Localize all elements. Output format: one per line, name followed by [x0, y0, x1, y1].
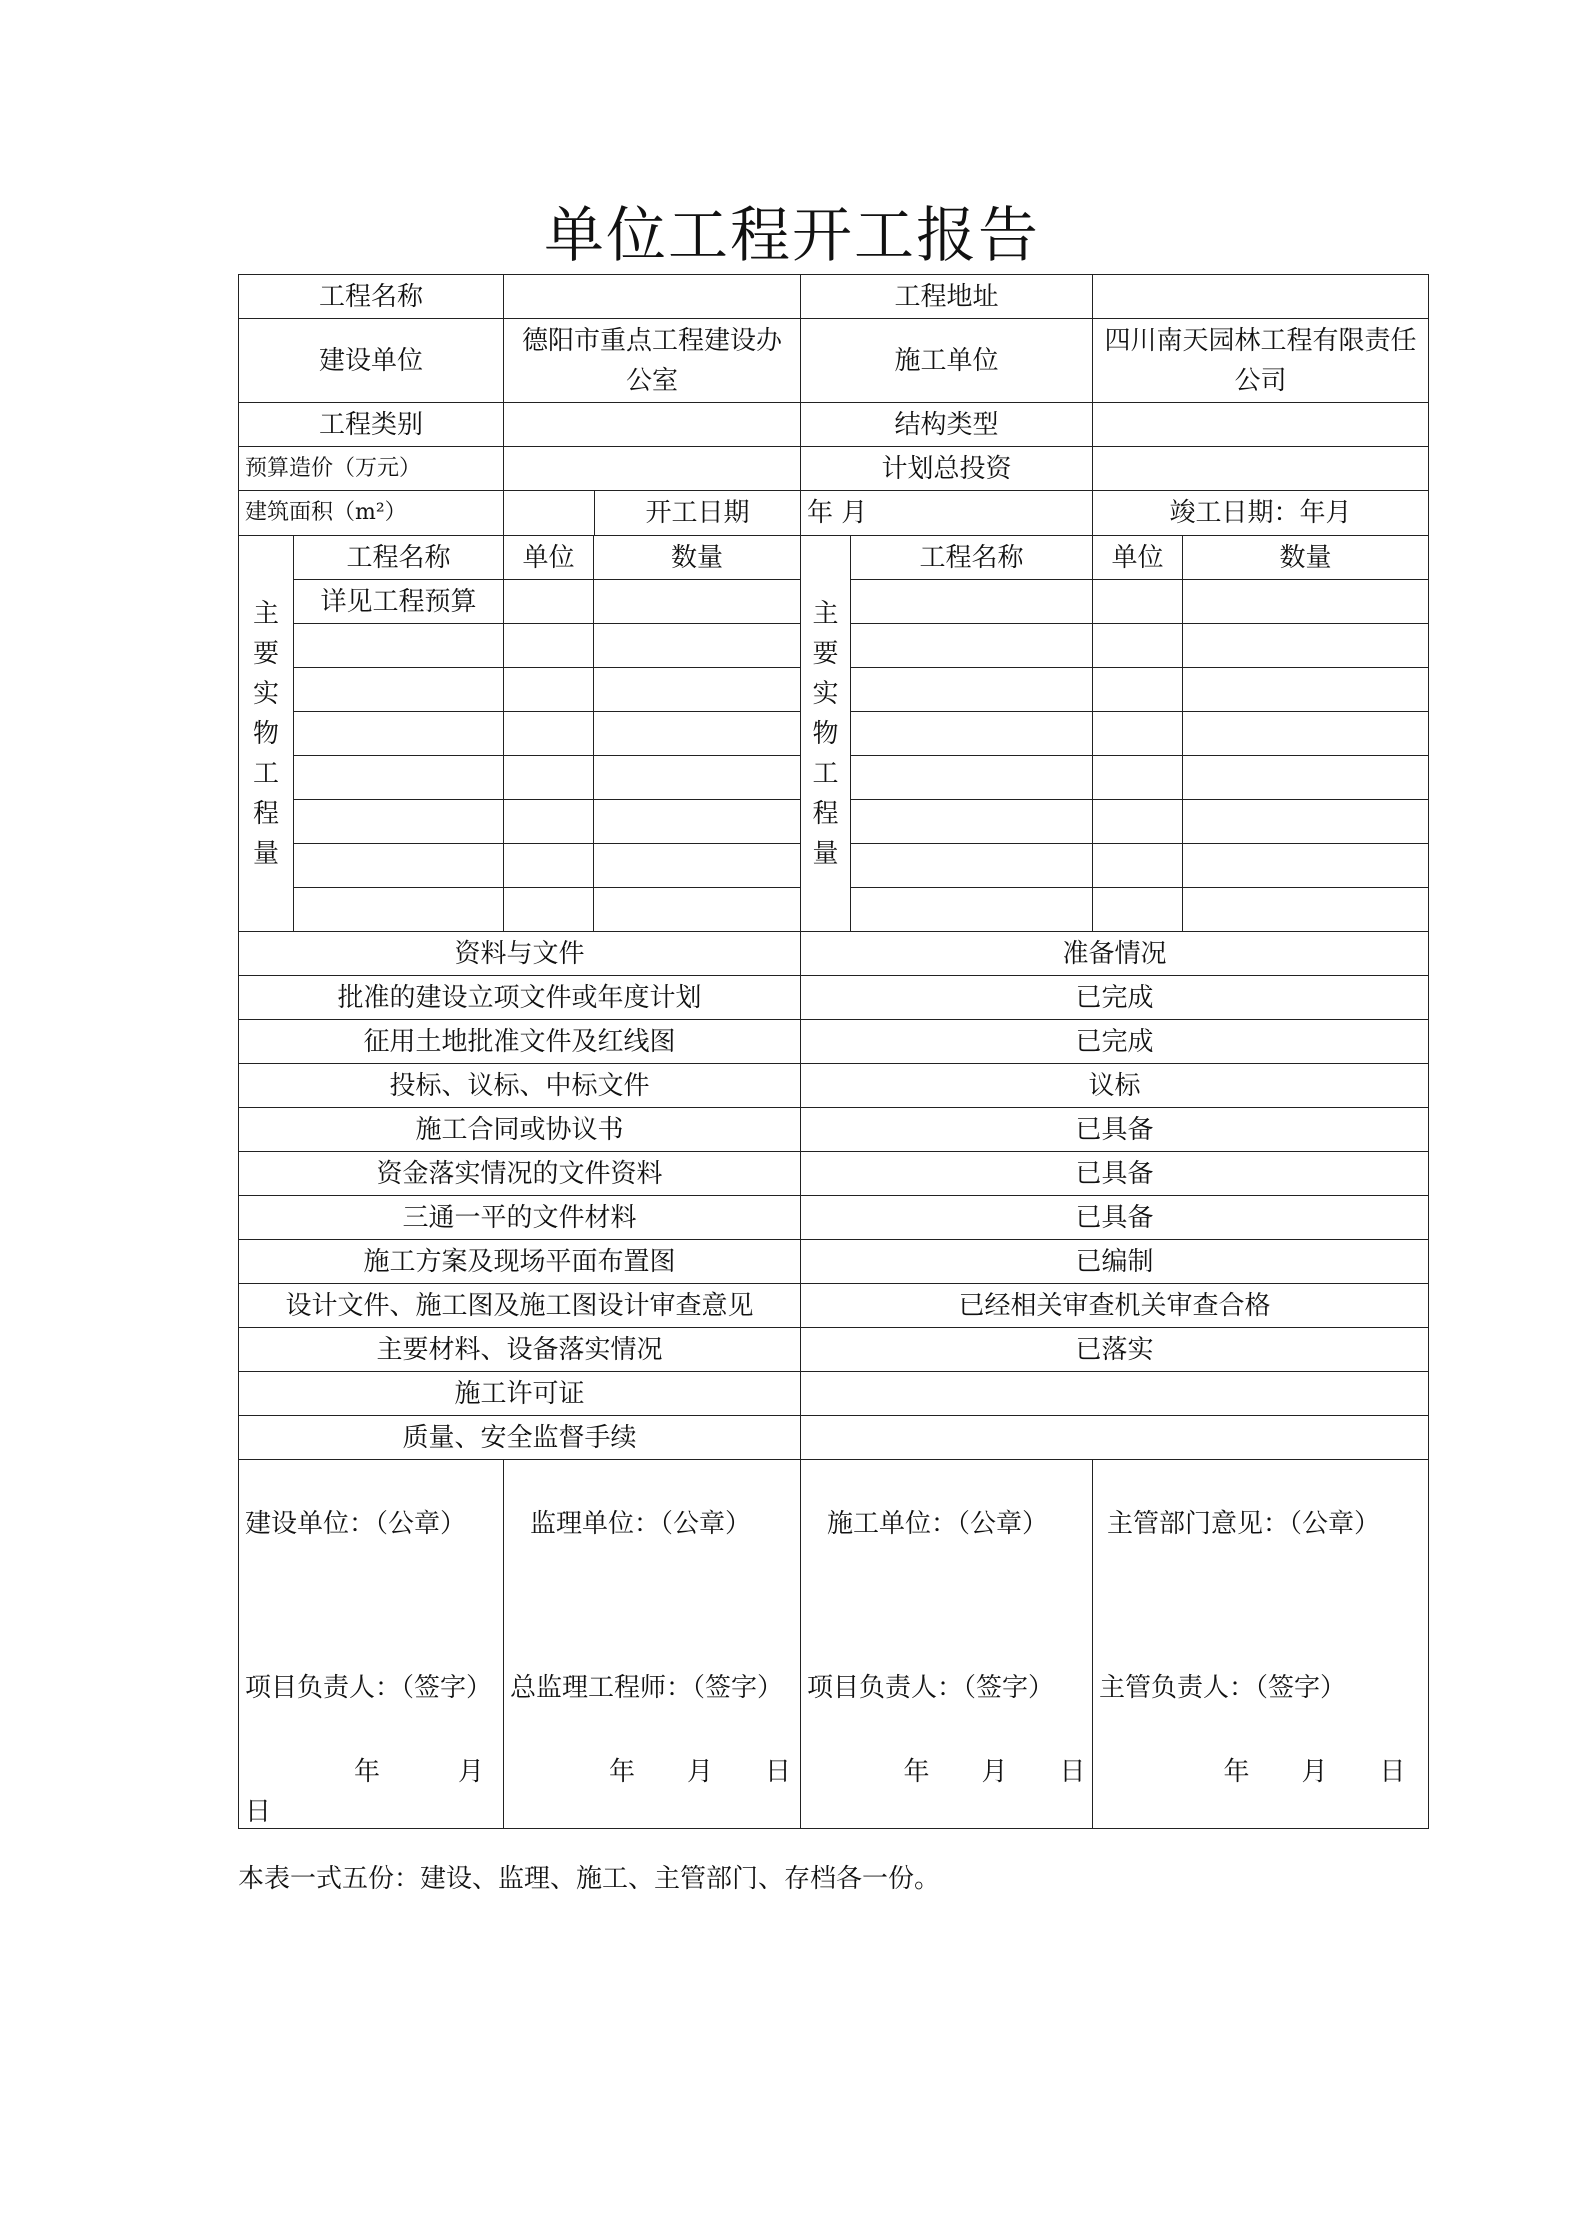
doc-status[interactable]: 议标: [801, 1064, 1429, 1108]
project-name-label: 工程名称: [239, 275, 504, 319]
row-builder: [239, 319, 1429, 403]
doc-name: 设计文件、施工图及施工图设计审查意见: [239, 1284, 801, 1328]
qty-amount-cell[interactable]: [594, 800, 801, 844]
qty-unit-cell[interactable]: [1093, 580, 1183, 624]
qty-amount-cell[interactable]: [594, 844, 801, 888]
docs-row: [239, 1020, 1429, 1064]
area-field[interactable]: [504, 491, 595, 535]
qty-unit-cell[interactable]: [504, 712, 594, 756]
qty-amount-cell[interactable]: [1183, 844, 1429, 888]
doc-name: 批准的建设立项文件或年度计划: [239, 976, 801, 1020]
qty-amount-cell[interactable]: [1183, 624, 1429, 668]
doc-name: 投标、议标、中标文件: [239, 1064, 801, 1108]
structure-label: 结构类型: [801, 403, 1093, 447]
doc-status[interactable]: 已具备: [801, 1152, 1429, 1196]
qty-name-cell[interactable]: [851, 624, 1093, 668]
qty-header-row: [239, 536, 1429, 580]
qty-amount-cell[interactable]: [594, 624, 801, 668]
signature-sign: 项目负责人：（签字）: [245, 1673, 493, 1703]
doc-status[interactable]: 已完成: [801, 1020, 1429, 1064]
doc-name: 主要材料、设备落实情况: [239, 1328, 801, 1372]
qty-col-unit-right: 单位: [1093, 536, 1183, 580]
qty-name-cell[interactable]: [851, 756, 1093, 800]
qty-unit-cell[interactable]: [1093, 712, 1183, 756]
signature-block-builder[interactable]: [239, 1460, 504, 1829]
qty-unit-cell[interactable]: [1093, 624, 1183, 668]
start-date-field[interactable]: 年 月: [801, 491, 1093, 536]
doc-name: 施工合同或协议书: [239, 1108, 801, 1152]
qty-unit-cell[interactable]: [504, 624, 594, 668]
docs-row: [239, 1416, 1429, 1460]
page-title: 单位工程开工报告: [544, 201, 1040, 271]
qty-amount-cell[interactable]: [1183, 580, 1429, 624]
qty-unit-cell[interactable]: [1093, 800, 1183, 844]
qty-name-cell[interactable]: 详见工程预算: [294, 580, 504, 624]
status-col-header: 准备情况: [801, 932, 1429, 976]
area-start-cell: [504, 491, 801, 536]
footer-note: 本表一式五份：建设、监理、施工、主管部门、存档各一份。: [238, 1864, 941, 1894]
signature-date-day: 日: [245, 1797, 272, 1827]
project-address-label: 工程地址: [801, 275, 1093, 319]
qty-name-cell[interactable]: [851, 888, 1093, 932]
signature-sign: 项目负责人：（签字）: [807, 1673, 1055, 1703]
qty-amount-cell[interactable]: [1183, 712, 1429, 756]
qty-col-qty-right: 数量: [1183, 536, 1429, 580]
qty-unit-cell[interactable]: [504, 580, 594, 624]
qty-name-cell[interactable]: [294, 844, 504, 888]
qty-amount-cell[interactable]: [594, 756, 801, 800]
signature-date: 年 月 日: [609, 1757, 792, 1787]
doc-name: 资金落实情况的文件资料: [239, 1152, 801, 1196]
doc-status[interactable]: 已落实: [801, 1328, 1429, 1372]
qty-unit-cell[interactable]: [1093, 888, 1183, 932]
doc-status[interactable]: 已具备: [801, 1108, 1429, 1152]
signature-sign: 主管负责人：（签字）: [1099, 1673, 1347, 1703]
docs-row: [239, 1240, 1429, 1284]
doc-status[interactable]: 已编制: [801, 1240, 1429, 1284]
row-budget: [239, 447, 1429, 491]
signature-org: 建设单位：（公章）: [245, 1509, 467, 1539]
signature-sign: 总监理工程师：（签字）: [510, 1673, 784, 1703]
doc-name: 质量、安全监督手续: [239, 1416, 801, 1460]
signature-date: 年 月 日: [903, 1757, 1086, 1787]
qty-col-name-left: 工程名称: [294, 536, 504, 580]
contractor-field[interactable]: 四川南天园林工程有限责任公司: [1093, 319, 1429, 403]
signature-row: [239, 1460, 1429, 1829]
doc-name: 施工方案及现场平面布置图: [239, 1240, 801, 1284]
qty-unit-cell[interactable]: [1093, 844, 1183, 888]
builder-label: 建设单位: [239, 319, 504, 403]
area-label: 建筑面积（m²）: [239, 491, 504, 536]
doc-status[interactable]: 已具备: [801, 1196, 1429, 1240]
signature-block-supervisor[interactable]: [504, 1460, 801, 1829]
doc-status[interactable]: 已完成: [801, 976, 1429, 1020]
qty-amount-cell[interactable]: [1183, 668, 1429, 712]
signature-org: 主管部门意见：（公章）: [1107, 1509, 1381, 1539]
qty-side-label-right: 主 要 实 物 工 程 量: [801, 536, 851, 932]
row-area-dates: [239, 491, 1429, 536]
start-date-label: 开工日期: [645, 498, 750, 528]
doc-status[interactable]: [801, 1372, 1429, 1416]
qty-col-qty-left: 数量: [594, 536, 801, 580]
qty-name-cell[interactable]: [294, 888, 504, 932]
signature-date: 年 月 日: [1223, 1757, 1406, 1787]
completion-date-field[interactable]: 竣工日期：年月: [1093, 491, 1429, 536]
qty-unit-cell[interactable]: [1093, 668, 1183, 712]
qty-name-cell[interactable]: [851, 712, 1093, 756]
docs-row: [239, 1372, 1429, 1416]
project-name-field[interactable]: [504, 275, 801, 319]
qty-name-cell[interactable]: [851, 668, 1093, 712]
category-label: 工程类别: [239, 403, 504, 447]
qty-name-cell[interactable]: [851, 800, 1093, 844]
signature-org: 监理单位：（公章）: [530, 1509, 752, 1539]
docs-row: [239, 1108, 1429, 1152]
qty-unit-cell[interactable]: [504, 844, 594, 888]
docs-row: [239, 1196, 1429, 1240]
budget-label: 预算造价（万元）: [239, 447, 504, 491]
qty-amount-cell[interactable]: [594, 712, 801, 756]
planned-investment-field[interactable]: [1093, 447, 1429, 491]
qty-name-cell[interactable]: [851, 580, 1093, 624]
qty-unit-cell[interactable]: [504, 756, 594, 800]
docs-col-header: 资料与文件: [239, 932, 801, 976]
qty-col-unit-left: 单位: [504, 536, 594, 580]
qty-amount-cell[interactable]: [594, 580, 801, 624]
structure-field[interactable]: [1093, 403, 1429, 447]
qty-unit-cell[interactable]: [1093, 756, 1183, 800]
docs-row: [239, 1328, 1429, 1372]
qty-unit-cell[interactable]: [504, 800, 594, 844]
budget-field[interactable]: [504, 447, 801, 491]
project-address-field[interactable]: [1093, 275, 1429, 319]
planned-investment-label: 计划总投资: [801, 447, 1093, 491]
qty-amount-cell[interactable]: [1183, 888, 1429, 932]
qty-amount-cell[interactable]: [1183, 756, 1429, 800]
qty-name-cell[interactable]: [294, 756, 504, 800]
docs-row: [239, 1152, 1429, 1196]
qty-amount-cell[interactable]: [1183, 800, 1429, 844]
doc-name: 征用土地批准文件及红线图: [239, 1020, 801, 1064]
docs-row: [239, 1064, 1429, 1108]
contractor-label: 施工单位: [801, 319, 1093, 403]
row-project-name: [239, 275, 1429, 319]
docs-header-row: [239, 932, 1429, 976]
doc-status[interactable]: 已经相关审查机关审查合格: [801, 1284, 1429, 1328]
doc-name: 施工许可证: [239, 1372, 801, 1416]
row-category: [239, 403, 1429, 447]
qty-amount-cell[interactable]: [594, 668, 801, 712]
signature-block-authority[interactable]: [1093, 1460, 1429, 1829]
builder-field[interactable]: 德阳市重点工程建设办公室: [504, 319, 801, 403]
qty-col-name-right: 工程名称: [851, 536, 1093, 580]
signature-date: 年 月: [354, 1757, 485, 1787]
qty-amount-cell[interactable]: [594, 888, 801, 932]
signature-org: 施工单位：（公章）: [827, 1509, 1049, 1539]
qty-name-cell[interactable]: [851, 844, 1093, 888]
qty-side-label-left: 主 要 实 物 工 程 量: [239, 536, 294, 932]
category-field[interactable]: [504, 403, 801, 447]
qty-name-cell[interactable]: [294, 800, 504, 844]
docs-row: [239, 1284, 1429, 1328]
doc-status[interactable]: [801, 1416, 1429, 1460]
signature-block-contractor[interactable]: [801, 1460, 1093, 1829]
qty-unit-cell[interactable]: [504, 668, 594, 712]
qty-unit-cell[interactable]: [504, 888, 594, 932]
qty-name-cell[interactable]: [294, 668, 504, 712]
start-report-form: [238, 274, 1429, 1829]
qty-name-cell[interactable]: [294, 712, 504, 756]
qty-name-cell[interactable]: [294, 624, 504, 668]
doc-name: 三通一平的文件材料: [239, 1196, 801, 1240]
docs-row: [239, 976, 1429, 1020]
